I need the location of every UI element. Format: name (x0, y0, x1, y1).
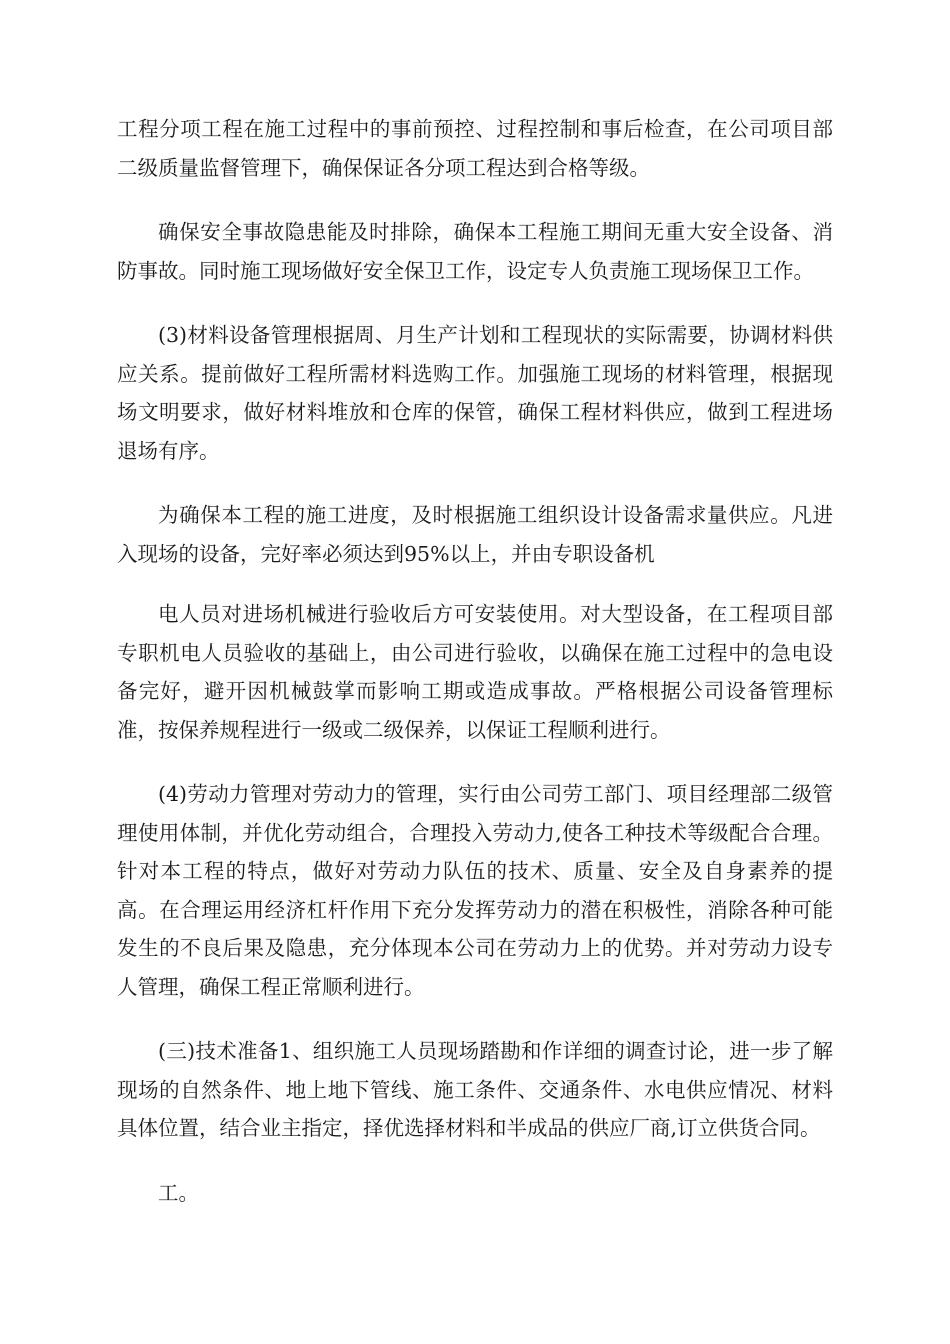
paragraph-2: 确保安全事故隐患能及时排除，确保本工程施工期间无重大安全设备、消防事故。同时施工现场做好安全保卫工作，设定专人负责施工现场保卫工作。 (117, 220, 833, 283)
document-body (117, 110, 833, 1238)
paragraph-6: (4)劳动力管理对劳动力的管理，实行由公司劳工部门、项目经理部二级管理使用体制，并优化劳动组合，合理投入劳动力,使各工种技术等级配合合理。针对本工程的特点，做好对劳动力队伍的技术、质量、安全及自身素养的提高。在合理运用经济杠杆作用下充分发挥劳动力的潜在积极性，消除各种可能发生的不良后果及隐患，充分体现本公司在劳动力上的优势。并对劳动力设专人管理，确保工程正常顺利进行。 (117, 782, 833, 999)
paragraph-1: 工程分项工程在施工过程中的事前预控、过程控制和事后检查，在公司项目部二级质量监督管理下，确保保证各分项工程达到合格等级。 (117, 117, 833, 180)
paragraph-5: 电人员对进场机械进行验收后方可安装使用。对大型设备，在工程项目部专职机电人员验收的基础上，由公司进行验收，以确保在施工过程中的急电设备完好，避开因机械鼓掌而影响工期或造成事故。严格根据公司设备管理标准，按保养规程进行一级或二级保养，以保证工程顺利进行。 (117, 602, 833, 742)
paragraph-3: (3)材料设备管理根据周、月生产计划和工程现状的实际需要，协调材料供应关系。提前做好工程所需材料选购工作。加强施工现场的材料管理，根据现场文明要求，做好材料堆放和仓库的保管，确保工程材料供应，做到工程进场退场有序。 (117, 323, 833, 463)
paragraph-4: 为确保本工程的施工进度，及时根据施工组织设计设备需求量供应。凡进入现场的设备，完好率必须达到95%以上，并由专职设备机 (117, 503, 833, 566)
paragraph-8: 工。 (158, 1180, 199, 1205)
paragraph-7: (三)技术准备1、组织施工人员现场踏勘和作详细的调查讨论，进一步了解现场的自然条件、地上地下管线、施工条件、交通条件、水电供应情况、材料具体位置，结合业主指定，择优选择材料和半成品的供应厂商,订立供货合同。 (117, 1039, 833, 1140)
